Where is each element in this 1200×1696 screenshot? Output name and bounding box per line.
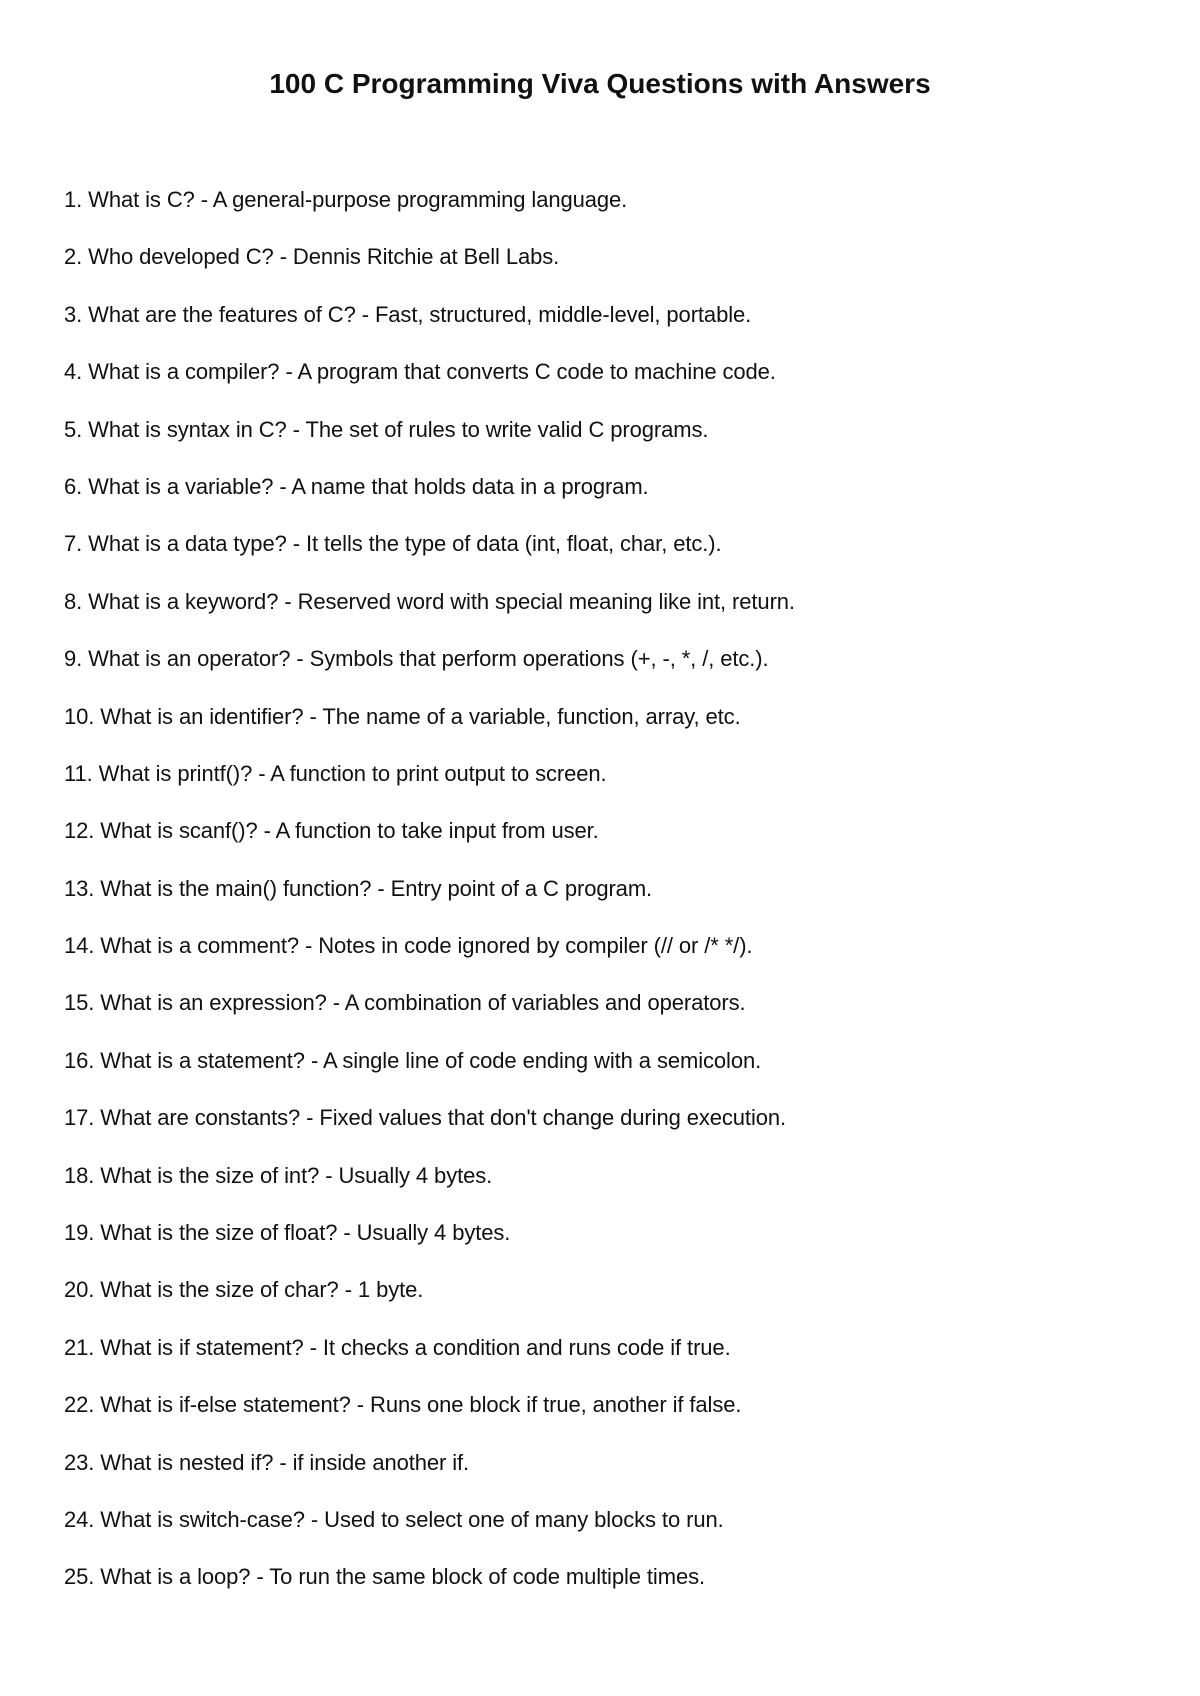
qa-item: 10. What is an identifier? - The name of a variable, function, array, etc. (64, 703, 741, 729)
qa-item: 4. What is a compiler? - A program that converts C code to machine code. (64, 359, 776, 385)
qa-item: 13. What is the main() function? - Entry point of a C program. (64, 875, 653, 901)
qa-item: 23. What is nested if? - if inside another if. (64, 1449, 470, 1475)
qa-item: 25. What is a loop? - To run the same block of code multiple times. (64, 1564, 705, 1590)
qa-list (64, 184, 1144, 1619)
qa-item: 16. What is a statement? - A single line of code ending with a semicolon. (64, 1047, 762, 1073)
qa-item: 2. Who developed C? - Dennis Ritchie at Bell Labs. (64, 244, 560, 270)
qa-item: 11. What is printf()? - A function to print output to screen. (64, 760, 607, 786)
qa-item: 19. What is the size of float? - Usually 4 bytes. (64, 1220, 511, 1246)
qa-item: 5. What is syntax in C? - The set of rules to write valid C programs. (64, 416, 709, 442)
qa-item: 22. What is if-else statement? - Runs one block if true, another if false. (64, 1392, 742, 1418)
qa-item: 14. What is a comment? - Notes in code ignored by compiler (// or /* */). (64, 933, 753, 959)
qa-item: 8. What is a keyword? - Reserved word with special meaning like int, return. (64, 588, 795, 614)
qa-item: 9. What is an operator? - Symbols that perform operations (+, -, *, /, etc.). (64, 646, 769, 672)
page-title: 100 C Programming Viva Questions with Answers (269, 68, 931, 99)
qa-item: 18. What is the size of int? - Usually 4 bytes. (64, 1162, 493, 1188)
qa-item: 1. What is C? - A general-purpose programming language. (64, 187, 628, 212)
qa-item: 3. What are the features of C? - Fast, structured, middle-level, portable. (64, 301, 752, 327)
qa-item: 17. What are constants? - Fixed values that don't change during execution. (64, 1105, 787, 1131)
qa-item: 15. What is an expression? - A combination of variables and operators. (64, 990, 746, 1016)
qa-item: 12. What is scanf()? - A function to take input from user. (64, 818, 599, 844)
qa-item: 20. What is the size of char? - 1 byte. (64, 1277, 424, 1303)
qa-item: 21. What is if statement? - It checks a condition and runs code if true. (64, 1334, 731, 1360)
qa-item: 6. What is a variable? - A name that holds data in a program. (64, 473, 649, 499)
qa-item: 7. What is a data type? - It tells the type of data (int, float, char, etc.). (64, 531, 722, 557)
qa-item: 24. What is switch-case? - Used to select one of many blocks to run. (64, 1506, 724, 1532)
